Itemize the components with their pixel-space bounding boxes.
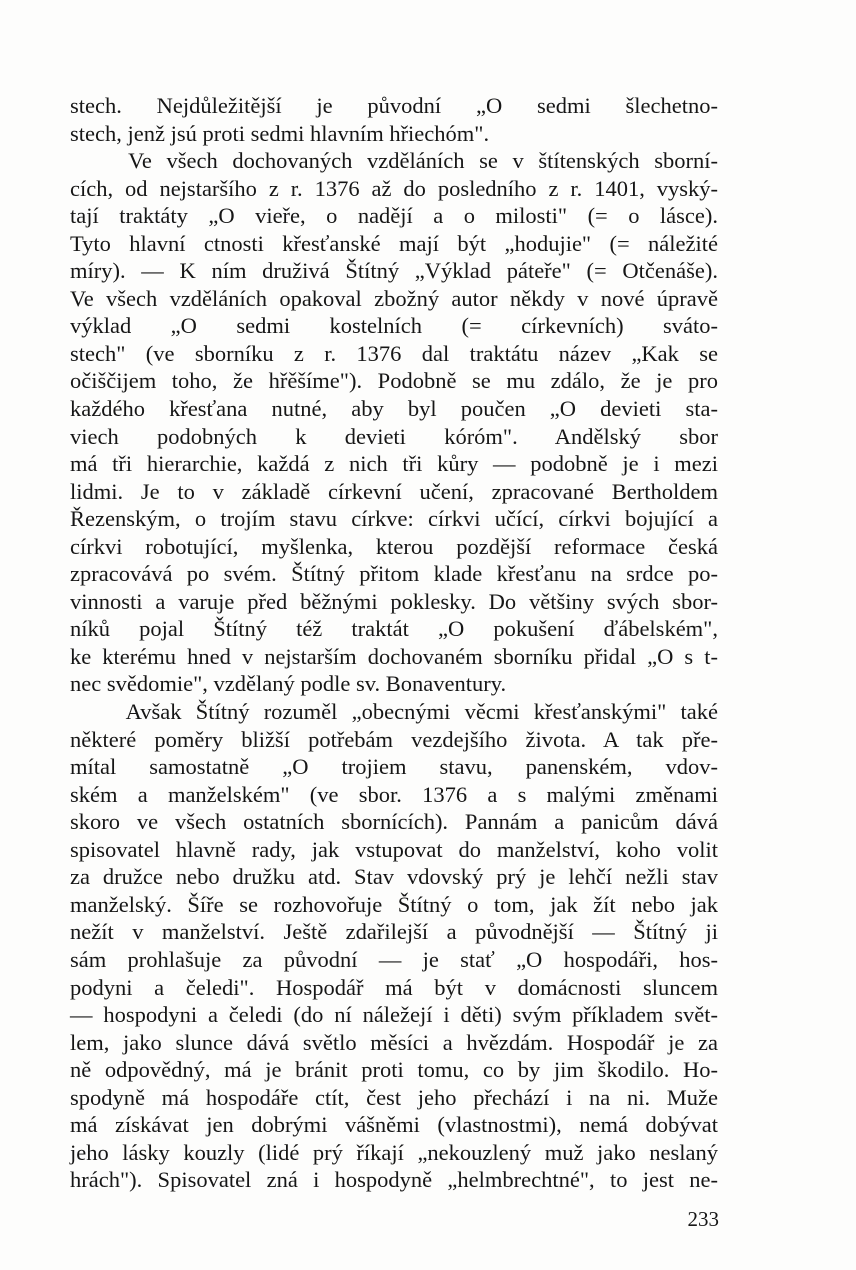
text-line-40: hrách"). Spisovatel zná i hospodyně „helmbrechtné", to jest ne- [70, 1167, 718, 1193]
text-line-11: očiščijem toho, že hřěšíme"). Podobně se mu zdálo, že je pro [70, 368, 718, 394]
text-line-8: Ve všech vzděláních opakoval zbožný autor někdy v nové úpravě [70, 285, 718, 311]
text-line-39: jeho lásky kouzly (lidé prý říkají „nekouzlený muž jako neslaný [70, 1139, 718, 1165]
text-line-18: zpracovává po svém. Štítný přitom klade křesťanu na srdce po- [70, 561, 718, 587]
text-line-28: spisovatel hlavně rady, jak vstupovat do manželství, koho volit [70, 836, 718, 862]
text-line-16: Řezenským, o trojím stavu církve: církvi učící, církvi bojující a [70, 506, 718, 532]
page-number: 233 [687, 1207, 719, 1231]
text-line-10: stech" (ve sborníku z r. 1376 dal traktátu název „Kak se [70, 340, 718, 366]
text-line-36: ně odpovědný, má je bránit proti tomu, co by jim škodilo. Ho- [70, 1057, 718, 1083]
text-line-35: lem, jako slunce dává světlo měsíci a hvězdám. Hospodář je za [70, 1029, 718, 1055]
text-line-24: některé poměry bližší potřebám vezdejšího života. A tak pře- [70, 726, 718, 752]
text-line-20: níků pojal Štítný též traktát „O pokušení ďábelském", [70, 616, 718, 642]
text-line-3: Ve všech dochovaných vzděláních se v štítenských sborní- [70, 148, 718, 174]
text-line-21: ke kterému hned v nejstarším dochovaném sborníku přidal „O s t- [70, 643, 718, 669]
text-line-31: nežít v manželství. Ještě zdařilejší a původnější — Štítný ji [70, 919, 718, 945]
text-line-7: míry). — K ním druživá Štítný „Výklad páteře" (= Otčenáše). [70, 258, 718, 284]
text-line-33: podyni a čeledi". Hospodář má být v domácnosti sluncem [70, 974, 718, 1000]
text-line-25: mítal samostatně „O trojiem stavu, panenském, vdov- [70, 754, 718, 780]
text-line-4: cích, od nejstaršího z r. 1376 až do posledního z r. 1401, vyský- [70, 175, 718, 201]
text-line-26: ském a manželském" (ve sbor. 1376 a s malými změnami [70, 781, 718, 807]
text-line-27: skoro ve všech ostatních sbornících). Pannám a panicům dává [70, 809, 718, 835]
text-line-32: sám prohlašuje za původní — je stať „O hospodáři, hos- [70, 946, 718, 972]
text-line-5: tají traktáty „O vieře, o nadějí a o milosti" (= o lásce). [70, 203, 718, 229]
text-line-14: má tři hierarchie, každá z nich tři kůry — podobně je i mezi [70, 451, 718, 477]
text-line-12: každého křesťana nutné, aby byl poučen „O devieti sta- [70, 396, 718, 422]
body-text [70, 92, 718, 1194]
text-line-15: lidmi. Je to v základě církevní učení, zpracované Bertholdem [70, 478, 718, 504]
text-line-38: má získávat jen dobrými vášněmi (vlastnostmi), nemá dobývat [70, 1112, 718, 1138]
text-line-6: Tyto hlavní ctnosti křesťanské mají být „hodujie" (= náležité [70, 230, 718, 256]
text-line-9: výklad „O sedmi kostelních (= církevních) sváto- [70, 313, 718, 339]
text-line-13: viech podobných k devieti kóróm". Andělský sbor [70, 423, 718, 449]
text-line-17: církvi robotující, myšlenka, kterou pozdější reformace česká [70, 533, 718, 559]
text-line-2: stech, jenž jsú proti sedmi hlavním hřiechóm". [70, 120, 490, 146]
text-line-19: vinnosti a varuje před běžnými poklesky. Do většiny svých sbor- [70, 588, 718, 614]
text-line-34: — hospodyni a čeledi (do ní náležejí i děti) svým příkladem svět- [70, 1002, 718, 1028]
text-line-29: za družce nebo družku atd. Stav vdovský prý je lehčí nežli stav [70, 864, 718, 890]
text-line-37: spodyně má hospodáře ctít, čest jeho přechází i na ni. Muže [70, 1084, 718, 1110]
text-line-30: manželský. Šíře se rozhovořuje Štítný o tom, jak žít nebo jak [70, 891, 718, 917]
text-line-1: stech. Nejdůležitější je původní „O sedmi šlechetno- [70, 93, 718, 118]
text-line-23: Avšak Štítný rozuměl „obecnými věcmi křesťanskými" také [70, 699, 718, 725]
text-line-22: nec svědomie", vzdělaný podle sv. Bonaventury. [70, 671, 507, 697]
